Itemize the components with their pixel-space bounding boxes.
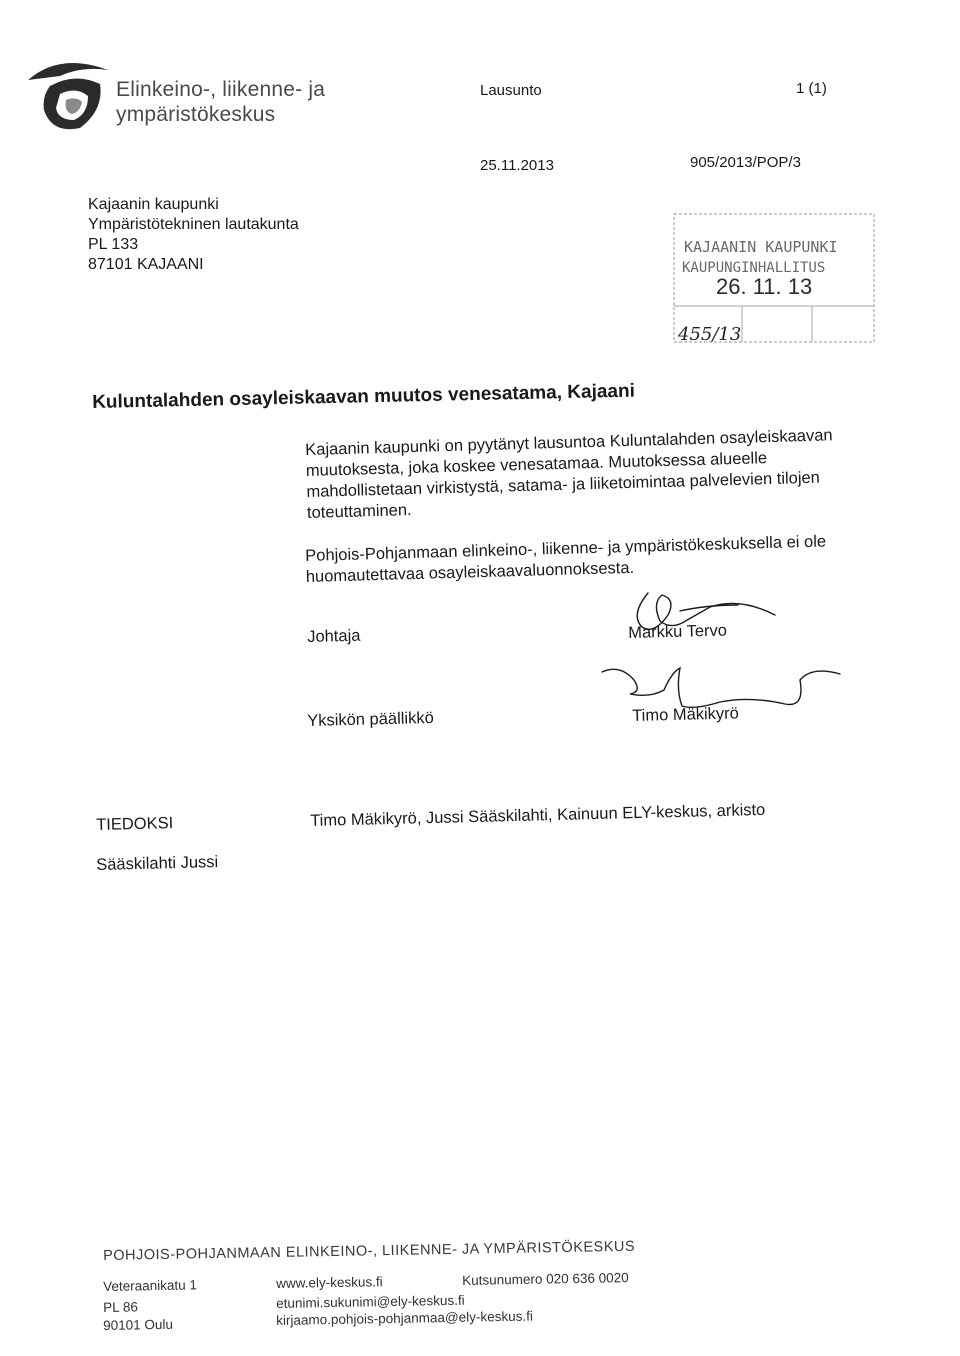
org-name-line1: Elinkeino-, liikenne- ja bbox=[116, 78, 326, 101]
reference-number: 905/2013/POP/3 bbox=[690, 154, 801, 171]
stamp-date: 26. 11. 13 bbox=[716, 274, 813, 299]
recipient-line: 87101 KAJAANI bbox=[88, 256, 204, 273]
footer-address-line: PL 86 bbox=[103, 1299, 139, 1315]
body-paragraph-2: Pohjois-Pohjanmaan elinkeino-, liikenne- ja ympäristökeskuksella ei ole huomautettavaa osayleiskaavaluonnoksesta. bbox=[305, 532, 827, 586]
body-paragraph-1: Kajaanin kaupunki on pyytänyt lausuntoa Kuluntalahden osayleiskaavan muutoksesta, joka koskee venesatamaa. Muutoksessa alueelle mahdollistetaan virkistystä, satama- ja liiketoimintaa palvelevien tilojen toteuttaminen. bbox=[305, 426, 833, 522]
signature-name-1: Markku Tervo bbox=[628, 621, 728, 642]
stamp-line2: KAUPUNGINHALLITUS bbox=[682, 260, 826, 276]
footer-phone: Kutsunumero 020 636 0020 bbox=[462, 1270, 629, 1288]
tiedoksi-recipients: Timo Mäkikyrö, Jussi Sääskilahti, Kainuun ELY-keskus, arkisto bbox=[310, 800, 766, 830]
ely-logo-icon bbox=[20, 50, 120, 140]
stamp-line1: KAJAANIN KAUPUNKI bbox=[684, 238, 838, 256]
org-name-line2: ympäristökeskus bbox=[116, 103, 276, 126]
recipient-line: Kajaanin kaupunki bbox=[88, 196, 219, 213]
tiedoksi-label: TIEDOKSI bbox=[96, 814, 174, 834]
recipient-line: PL 133 bbox=[88, 236, 139, 253]
signature-name-2: Timo Mäkikyrö bbox=[632, 704, 740, 725]
signature-role-1: Johtaja bbox=[307, 626, 361, 646]
signature-role-2: Yksikön päällikkö bbox=[307, 708, 434, 730]
document-type: Lausunto bbox=[480, 82, 542, 99]
footer-email: kirjaamo.pohjois-pohjanmaa@ely-keskus.fi bbox=[276, 1308, 534, 1328]
tiedoksi-extra: Sääskilahti Jussi bbox=[96, 853, 219, 874]
footer-address-line: Veteraanikatu 1 bbox=[103, 1277, 198, 1294]
document-title: Kuluntalahden osayleiskaavan muutos venesatama, Kajaani bbox=[92, 380, 636, 413]
footer-email: etunimi.sukunimi@ely-keskus.fi bbox=[276, 1292, 465, 1311]
recipient-line: Ympäristötekninen lautakunta bbox=[88, 216, 299, 233]
received-stamp bbox=[672, 210, 877, 345]
footer-address-line: 90101 Oulu bbox=[103, 1316, 174, 1333]
footer-org: POHJOIS-POHJANMAAN ELINKEINO-, LIIKENNE- JA YMPÄRISTÖKESKUS bbox=[103, 1238, 636, 1264]
stamp-register-number: 455/13 bbox=[678, 324, 742, 345]
document-date: 25.11.2013 bbox=[480, 157, 554, 174]
footer-web: www.ely-keskus.fi bbox=[276, 1274, 383, 1291]
page-number: 1 (1) bbox=[796, 80, 827, 97]
